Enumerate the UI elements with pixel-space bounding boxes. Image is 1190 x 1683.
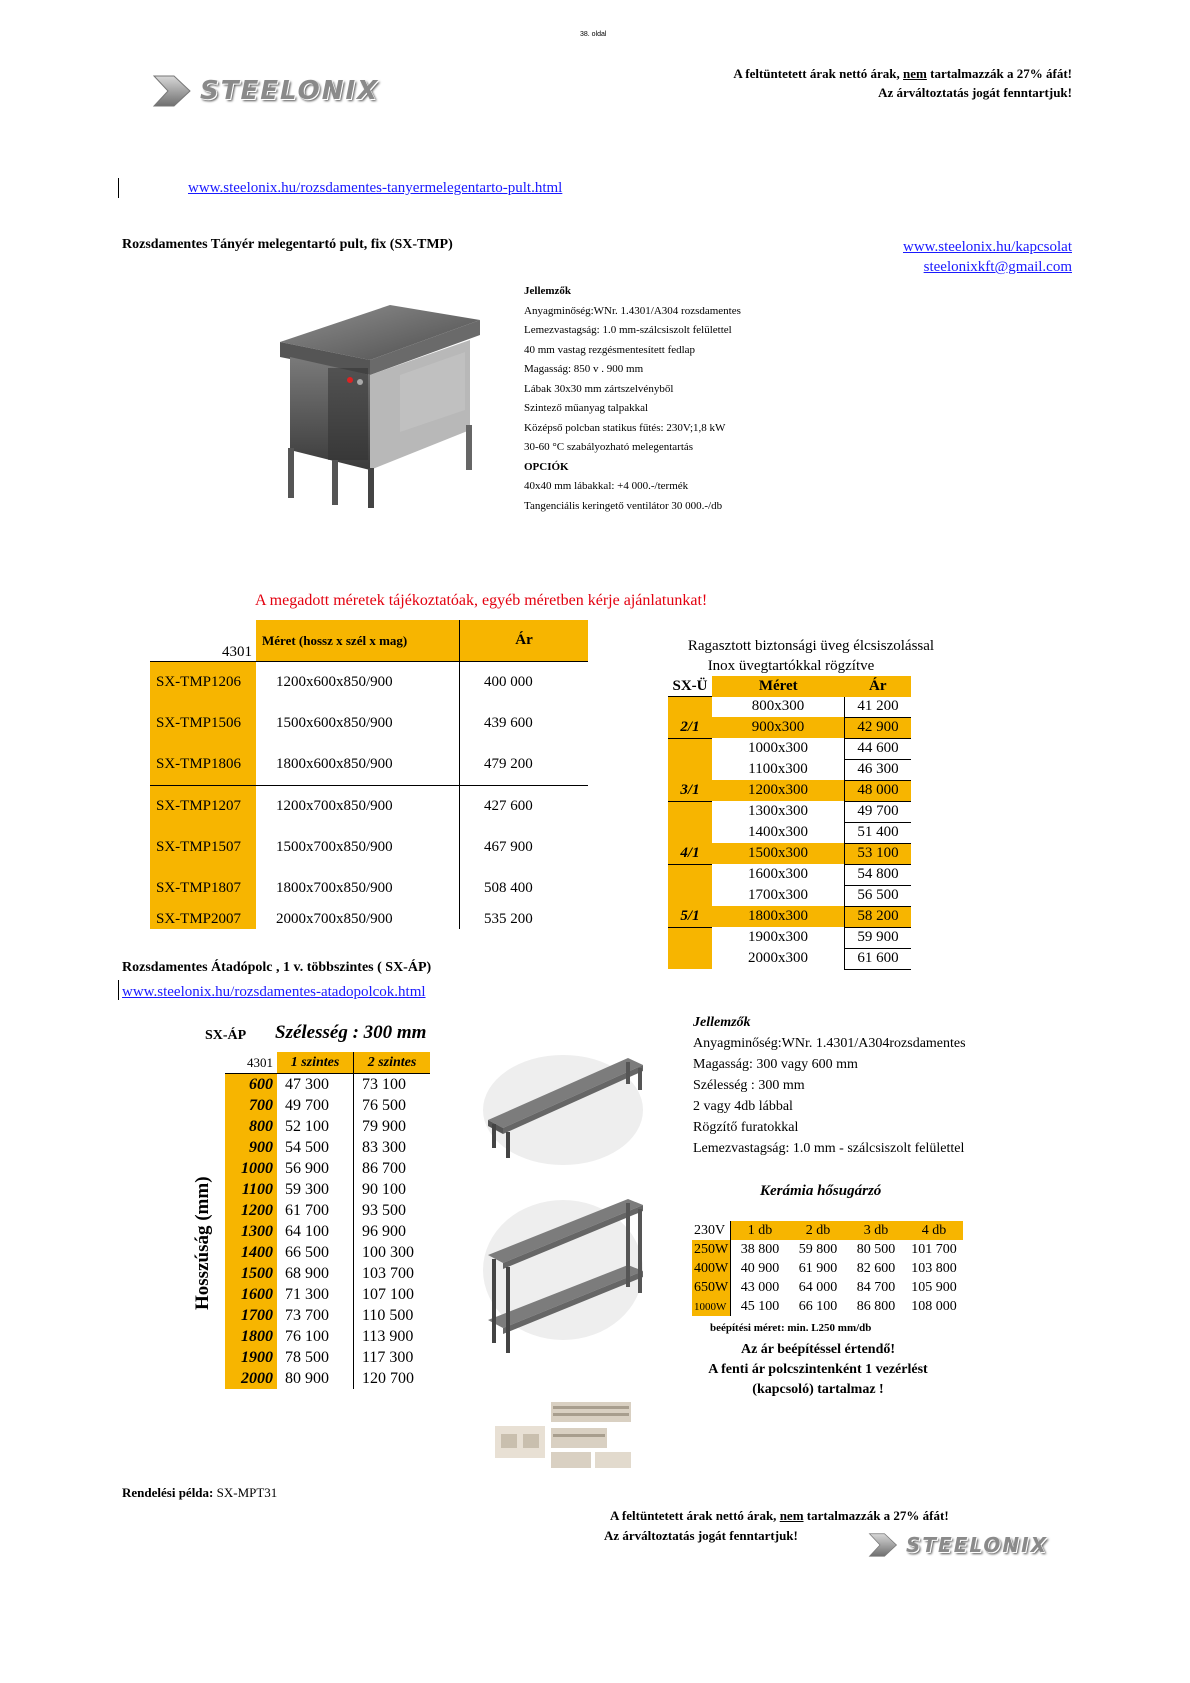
glass-price-table (668, 676, 911, 970)
ap-price-2: 73 100 (362, 1075, 406, 1093)
glass-tag: 2/1 (668, 717, 712, 738)
ap-price-2: 113 900 (362, 1327, 414, 1345)
glass-tag (668, 948, 712, 969)
glass-price: 59 900 (845, 927, 912, 948)
glass-tag (668, 885, 712, 906)
ap-length: 1000 (225, 1158, 277, 1179)
glass-size: 1500x300 (712, 843, 845, 864)
tmp-row (150, 744, 588, 786)
glass-size: 2000x300 (748, 950, 808, 966)
ap-length: 1900 (225, 1347, 277, 1368)
ceramic-price: 108 000 (911, 1298, 957, 1314)
ceramic-price: 84 700 (856, 1279, 896, 1295)
feature-item: Szintező műanyag talpakkal (524, 402, 649, 414)
ap-feature-item: Magasság: 300 vagy 600 mm (693, 1057, 858, 1072)
ap-feature-item: Szélesség : 300 mm (693, 1078, 805, 1093)
feature-item: Lemezvastagság: 1.0 mm-szálcsiszolt felülettel (524, 324, 732, 336)
tmp-price: 479 200 (484, 756, 533, 772)
ap-row (225, 1347, 430, 1368)
ap-price-2: 100 300 (362, 1243, 414, 1261)
glass-row (668, 864, 911, 885)
ceramic-price: 45 100 (740, 1298, 780, 1314)
ap-price-2: 79 900 (362, 1117, 406, 1135)
ap-row (225, 1200, 430, 1221)
feature-item: Magasság: 850 v . 900 mm (524, 363, 644, 375)
tmp-price: 508 400 (484, 880, 533, 896)
ap-row (225, 1116, 430, 1137)
glass-size: 1800x300 (712, 906, 845, 927)
ap-price-2: 110 500 (362, 1306, 414, 1324)
glass-row (668, 738, 911, 759)
ap-row (225, 1221, 430, 1242)
ap-length: 900 (225, 1137, 277, 1158)
tmp-size: 1500x600x850/900 (256, 703, 460, 744)
ap-length: 1100 (225, 1179, 277, 1200)
glass-tag: 4/1 (668, 843, 712, 864)
ap-row (225, 1305, 430, 1326)
glass-size: 800x300 (751, 698, 805, 715)
glass-code-header: SX-Ü (668, 676, 712, 697)
tmp-price: 467 900 (484, 839, 533, 855)
ap-row (225, 1326, 430, 1347)
product-link[interactable]: www.steelonix.hu/rozsdamentes-tanyermelegentarto-pult.html (188, 180, 563, 196)
glass-size: 1400x300 (748, 824, 808, 840)
glass-size-header: Méret (712, 676, 845, 697)
glass-size: 1100x300 (748, 761, 808, 777)
feature-item: Lábak 30x30 mm zártszelvényből (524, 382, 674, 395)
margin-bar (118, 178, 119, 198)
glass-price-header: Ár (845, 676, 912, 697)
glass-row (668, 822, 911, 843)
ap-price-2: 103 700 (362, 1264, 414, 1282)
tmp-row (150, 868, 588, 909)
glass-row (668, 927, 911, 948)
ap-row (225, 1158, 430, 1179)
tmp-code: SX-TMP1806 (150, 744, 256, 786)
ceramic-price-table (692, 1221, 964, 1316)
ap-price-1: 73 700 (277, 1305, 354, 1326)
tmp-row (150, 662, 588, 704)
ceramic-watt: 250W (692, 1240, 731, 1259)
ap-price-1: 59 300 (277, 1179, 354, 1200)
price-notice-top: A feltüntetett árak nettó árak, nem tartalmazzák a 27% áfát! Az árváltoztatás jogát fenntartjuk! (733, 66, 1072, 100)
ceramic-price: 59 800 (798, 1241, 838, 1257)
ceramic-price: 61 900 (798, 1260, 838, 1276)
ap-price-1: 66 500 (277, 1242, 354, 1263)
glass-size: 900x300 (712, 717, 845, 738)
glass-tag (668, 738, 712, 759)
glass-row (668, 780, 911, 801)
ap-row (225, 1368, 430, 1389)
ceramic-price: 103 800 (911, 1260, 957, 1276)
ap-feature-item: Rögzítő furatokkal (693, 1120, 799, 1135)
ceramic-price: 40 900 (740, 1260, 780, 1276)
product-title: Rozsdamentes Tányér melegentartó pult, fix (SX-TMP) (122, 237, 453, 252)
glass-price: 48 000 (845, 780, 912, 801)
tmp-size: 1200x600x850/900 (256, 662, 460, 704)
ceramic-price: 105 900 (911, 1279, 957, 1295)
contact-link[interactable]: www.steelonix.hu/kapcsolat (903, 239, 1072, 255)
ap-price-2: 76 500 (362, 1096, 406, 1114)
ceramic-col-header: 3 db (847, 1221, 905, 1240)
arrow-logo-icon (152, 74, 192, 108)
glass-tag: 3/1 (668, 780, 712, 801)
ceramic-col-header: 1 db (731, 1221, 790, 1240)
order-example: Rendelési példa: SX-MPT31 (122, 1485, 278, 1500)
tmp-code: SX-TMP1507 (150, 827, 256, 868)
ap-row (225, 1179, 430, 1200)
ceramic-price: 64 000 (798, 1279, 838, 1295)
single-shelf-image (478, 1040, 648, 1180)
tmp-price: 535 200 (484, 910, 533, 927)
size-col-header: Méret (hossz x szél x mag) (256, 620, 460, 662)
tmp-code: SX-TMP1807 (150, 868, 256, 909)
glass-tag (668, 759, 712, 780)
ap-material: 4301 (225, 1052, 277, 1074)
ap-price-1: 47 300 (277, 1074, 354, 1096)
price-notice-bottom: A feltüntetett árak nettó árak, nem tartalmazzák a 27% áfát! Az árváltoztatás jogát fenntartjuk! (604, 1508, 949, 1543)
glass-price: 61 600 (845, 948, 912, 969)
glass-price: 44 600 (845, 738, 912, 759)
ap-row (225, 1242, 430, 1263)
ceramic-heater-image (495, 1400, 635, 1472)
ap-length: 1400 (225, 1242, 277, 1263)
contact-block (903, 237, 1072, 277)
ap-price-2: 93 500 (362, 1201, 406, 1219)
glass-row (668, 906, 911, 927)
ap-row (225, 1137, 430, 1158)
ap-row (225, 1095, 430, 1116)
ap-length-label: Hosszúság (mm) (192, 1176, 213, 1310)
tmp-row (150, 909, 588, 929)
features-list (524, 282, 741, 516)
glass-tag (668, 801, 712, 822)
ceramic-note-small: beépítési méret: min. L250 mm/db (710, 1322, 872, 1334)
tmp-code: SX-TMP1207 (150, 786, 256, 828)
ceramic-price: 38 800 (740, 1241, 780, 1257)
ap-length: 1600 (225, 1284, 277, 1305)
ap-feature-item: Lemezvastagság: 1.0 mm - szálcsiszolt felülettel (693, 1141, 965, 1156)
ap-price-2: 96 900 (362, 1222, 406, 1240)
size-note: A megadott méretek tájékoztatóak, egyéb méretben kérje ajánlatunkat! (255, 592, 708, 609)
glass-price: 41 200 (845, 697, 912, 718)
ap-length: 800 (225, 1116, 277, 1137)
material-label: 4301 (150, 620, 256, 662)
ap-price-1: 80 900 (277, 1368, 354, 1389)
warming-counter-image (270, 300, 485, 510)
glass-size: 1200x300 (712, 780, 845, 801)
ap-price-2: 90 100 (362, 1180, 406, 1198)
glass-size: 1600x300 (748, 866, 808, 882)
ap-price-2: 117 300 (362, 1348, 414, 1366)
ceramic-watt: 650W (692, 1278, 731, 1297)
glass-size: 1700x300 (748, 887, 808, 903)
ap-length: 1200 (225, 1200, 277, 1221)
ceramic-watt: 1000W (692, 1297, 731, 1316)
tmp-size: 1200x700x850/900 (256, 786, 460, 828)
ap-code: SX-ÁP (205, 1028, 247, 1043)
arrow-logo-icon (868, 1532, 898, 1558)
tmp-size: 2000x700x850/900 (256, 909, 460, 929)
ap-price-1: 56 900 (277, 1158, 354, 1179)
email-link[interactable]: steelonixkft@gmail.com (923, 259, 1072, 275)
ap-features-heading: Jellemzők (693, 1015, 751, 1030)
ap-length: 2000 (225, 1368, 277, 1389)
glass-size: 1300x300 (748, 803, 808, 819)
ap-price-1: 54 500 (277, 1137, 354, 1158)
ceramic-voltage: 230V (692, 1221, 731, 1240)
price-col-header: Ár (460, 620, 589, 662)
ap-col1-header: 1 szintes (277, 1052, 354, 1074)
glass-row (668, 843, 911, 864)
steelonix-logo: STEELONIX (152, 74, 379, 108)
ap-title: Rozsdamentes Átadópolc , 1 v. többszintes ( SX-ÁP) (122, 960, 432, 975)
features-heading: Jellemzők (524, 285, 572, 297)
glass-price: 49 700 (845, 801, 912, 822)
ceramic-row (692, 1259, 963, 1278)
ap-length: 1800 (225, 1326, 277, 1347)
tmp-price: 400 000 (484, 674, 533, 690)
ap-price-1: 71 300 (277, 1284, 354, 1305)
margin-bar (118, 980, 119, 1000)
ap-length: 1700 (225, 1305, 277, 1326)
tmp-row (150, 786, 588, 828)
ap-price-1: 52 100 (277, 1116, 354, 1137)
glass-row (668, 717, 911, 738)
ap-price-1: 61 700 (277, 1200, 354, 1221)
tmp-row (150, 703, 588, 744)
tmp-code: SX-TMP1206 (150, 662, 256, 704)
page-number: 38. oldal (580, 31, 607, 38)
ceramic-row (692, 1278, 963, 1297)
ap-row (225, 1074, 430, 1096)
ap-price-2: 120 700 (362, 1369, 414, 1387)
feature-item: Középső polcban statikus fűtés: 230V;1,8 kW (524, 421, 726, 434)
ap-length: 700 (225, 1095, 277, 1116)
ceramic-title: Kerámia hősugárzó (760, 1183, 882, 1199)
ceramic-price: 86 800 (856, 1298, 896, 1314)
tmp-price-table (150, 620, 588, 929)
option-item: 40x40 mm lábakkal: +4 000.-/termék (524, 480, 689, 492)
tmp-size: 1500x700x850/900 (256, 827, 460, 868)
glass-price: 58 200 (845, 906, 912, 927)
ceramic-col-header: 4 db (905, 1221, 963, 1240)
tmp-price: 427 600 (484, 798, 533, 814)
glass-tag (668, 697, 712, 718)
ceramic-price: 101 700 (911, 1241, 957, 1257)
glass-tag: 5/1 (668, 906, 712, 927)
glass-row (668, 885, 911, 906)
options-heading: OPCIÓK (524, 460, 569, 473)
glass-price: 42 900 (845, 717, 912, 738)
ap-price-2: 83 300 (362, 1138, 406, 1156)
feature-item: Anyagminőség:WNr. 1.4301/A304 rozsdamentes (524, 304, 741, 317)
feature-item: 40 mm vastag rezgésmentesített fedlap (524, 343, 696, 356)
glass-tag (668, 927, 712, 948)
glass-size: 1000x300 (748, 740, 808, 756)
ap-price-2: 107 100 (362, 1285, 414, 1303)
steelonix-logo-bottom: STEELONIX (868, 1532, 1048, 1558)
ceramic-price: 43 000 (740, 1279, 780, 1295)
ceramic-price: 80 500 (856, 1241, 896, 1257)
ceramic-watt: 400W (692, 1259, 731, 1278)
ap-price-2: 86 700 (362, 1159, 406, 1177)
option-item: Tangenciális keringető ventilátor 30 000.-/db (524, 499, 723, 512)
glass-tag (668, 822, 712, 843)
ceramic-row (692, 1297, 963, 1316)
ap-col2-header: 2 szintes (354, 1052, 431, 1074)
glass-tag (668, 864, 712, 885)
ceramic-notes: Az ár beépítéssel értendő! A fenti ár polcszintenként 1 vezérlést (kapcsoló) tartalmaz ! (708, 1342, 928, 1397)
glass-price: 54 800 (845, 864, 912, 885)
ap-row (225, 1284, 430, 1305)
tmp-size: 1800x700x850/900 (256, 868, 460, 909)
ap-length: 1300 (225, 1221, 277, 1242)
ap-length: 600 (225, 1074, 277, 1096)
glass-row (668, 948, 911, 969)
glass-price: 46 300 (845, 759, 912, 780)
glass-row (668, 801, 911, 822)
ap-feature-item: Anyagminőség:WNr. 1.4301/A304rozsdamentes (693, 1036, 966, 1051)
tmp-price: 439 600 (484, 715, 533, 731)
ap-width-label: Szélesség : 300 mm (275, 1022, 427, 1043)
ap-price-1: 78 500 (277, 1347, 354, 1368)
glass-price: 51 400 (845, 822, 912, 843)
ap-row (225, 1263, 430, 1284)
ap-link[interactable]: www.steelonix.hu/rozsdamentes-atadopolcok.html (122, 984, 426, 1000)
ap-price-1: 64 100 (277, 1221, 354, 1242)
glass-row (668, 697, 911, 718)
glass-price: 53 100 (845, 843, 912, 864)
ap-feature-item: 2 vagy 4db lábbal (693, 1099, 793, 1114)
ap-price-1: 68 900 (277, 1263, 354, 1284)
feature-item: 30-60 °C szabályozható melegentartás (524, 441, 694, 453)
ap-price-1: 49 700 (277, 1095, 354, 1116)
ceramic-row (692, 1240, 963, 1259)
tmp-code: SX-TMP1506 (150, 703, 256, 744)
tmp-size: 1800x600x850/900 (256, 744, 460, 786)
glass-size: 1900x300 (748, 929, 808, 945)
ap-features-list (693, 1012, 966, 1159)
ap-length: 1500 (225, 1263, 277, 1284)
glass-title: Ragasztott biztonsági üveg élcsiszolással Inox üvegtartókkal rögzítve (687, 638, 935, 674)
double-shelf-image (478, 1185, 648, 1355)
ceramic-price: 66 100 (798, 1298, 838, 1314)
ap-price-1: 76 100 (277, 1326, 354, 1347)
tmp-code: SX-TMP2007 (150, 909, 256, 929)
glass-price: 56 500 (845, 885, 912, 906)
tmp-row (150, 827, 588, 868)
ceramic-col-header: 2 db (789, 1221, 847, 1240)
glass-row (668, 759, 911, 780)
ceramic-price: 82 600 (856, 1260, 896, 1276)
ap-price-table (225, 1052, 430, 1389)
